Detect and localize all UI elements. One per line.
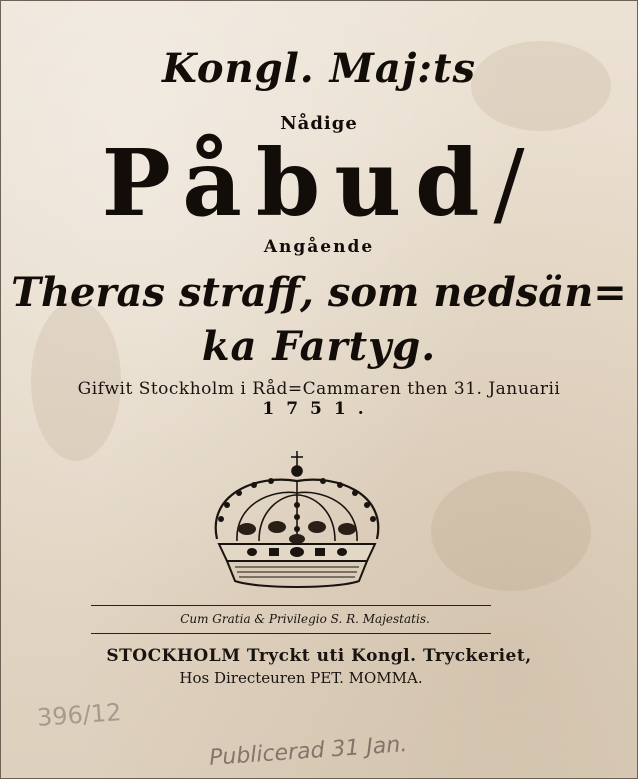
top-divider: [91, 605, 491, 606]
year-line: 1751.: [262, 399, 376, 419]
crown-icon: [197, 449, 397, 597]
title-line-concerning: Angående: [263, 237, 375, 257]
title-main-word-text: Påbud: [101, 129, 494, 237]
title-main-word-slash: /: [493, 130, 525, 237]
imprint-line-1: STOCKHOLM Tryckt uti Kongl. Tryckeriet,: [106, 646, 532, 666]
pencil-catalog-number: 396/12: [36, 698, 123, 732]
paper-stain: [431, 471, 591, 591]
privilege-line: Cum Gratia & Privilegio S. R. Majestatis.: [180, 612, 430, 626]
crown-left-arch: [259, 495, 297, 541]
crown-base: [227, 561, 367, 587]
title-subject-line-1: Theras straff, som nedsän=: [11, 269, 627, 316]
title-subject-line-2: ka Fartyg.: [201, 323, 437, 370]
crown-right-arch: [297, 495, 335, 541]
bottom-divider: [91, 633, 491, 634]
date-line: Gifwit Stockholm i Råd=Cammaren then 31. Januarii: [77, 379, 561, 399]
title-line-royal: Kongl. Maj:ts: [161, 45, 477, 92]
crown-orb: [292, 466, 302, 476]
crown-illustration: [197, 449, 397, 597]
pencil-handwritten-note: Publicerad 31 Jan.: [208, 732, 409, 771]
title-main-word: [0, 129, 631, 237]
title-line-gracious: Nådige: [280, 113, 358, 134]
imprint-line-2: Hos Directeuren PET. MOMMA.: [179, 669, 423, 687]
